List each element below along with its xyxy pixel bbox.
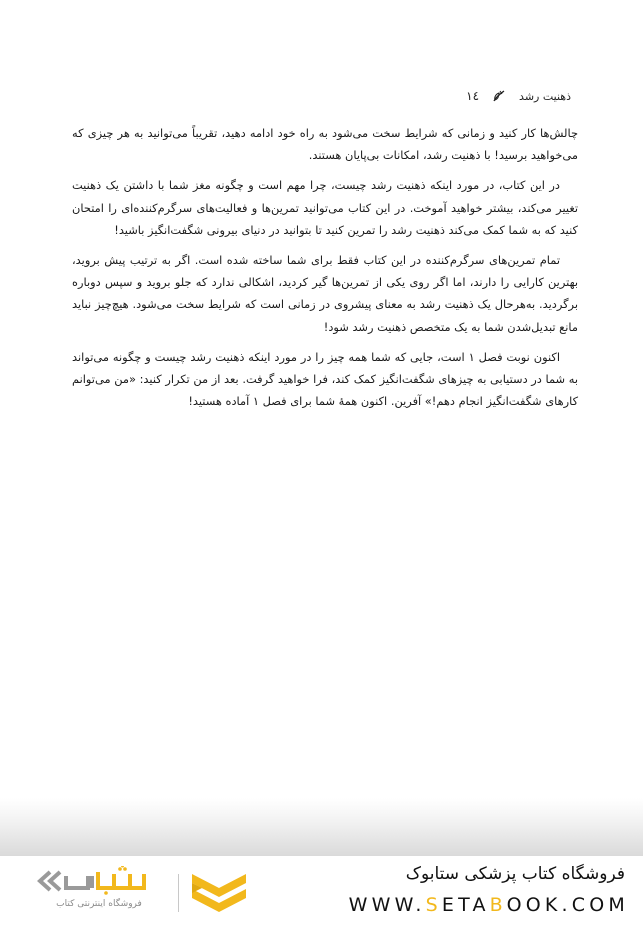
paragraph-3: تمام تمرین‌های سرگرم‌کننده در این کتاب فقط برای شما ساخته شده است. اگر به ترتیب پیش بروید، بهترین کارایی را دارند، اما اگر روی یکی از تمرین‌ها گیر کردید، اشکالی ندارد که جلو بروید و سپس دوباره برگردید. به‌هرحال یک ذهنیت رشد به معنای پیشروی در زمانی است که شرایط سخت می‌شود. هیچ‌چیز نباید مانع تبدیل‌شدن شما به یک متخصص ذهنیت رشد شود! xyxy=(72,253,578,334)
logo-chevron-icon xyxy=(190,870,248,916)
setabook-logo xyxy=(28,864,248,920)
logo-divider xyxy=(178,874,179,912)
running-head-title: ذهنیت رشد xyxy=(519,89,571,103)
logo-tagline: فروشگاه اینترنتی کتاب xyxy=(56,899,142,909)
watermark-footer xyxy=(0,856,643,926)
paragraph-4: اکنون نوبت فصل ۱ است، جایی که شما همه چیز را در مورد اینکه ذهنیت رشد چیست و چگونه می‌تواند به شما در دستیابی به چیزهای شگفت‌انگیز کمک کند، فرا خواهید گرفت. بعد از من تکرار کنید: «من می‌توانم کارهای شگفت‌انگیز انجام دهم!» آفرین. اکنون همهٔ شما برای فصل ۱ آماده هستید! xyxy=(72,349,578,409)
store-title: فروشگاه کتاب پزشکی ستابوک xyxy=(405,864,625,884)
leaf-ornament-icon xyxy=(491,88,507,104)
paragraph-1: چالش‌ها کار کنید و زمانی که شرایط سخت می‌شود به راه خود ادامه دهید، تقریباً می‌توانید به هر چیزی که می‌خواهید برسید! با ذهنیت رشد، امکانات بی‌پایان هستند. xyxy=(72,126,578,163)
body-text xyxy=(72,122,578,420)
page-shadow xyxy=(0,798,643,856)
paragraph-2: در این کتاب، در مورد اینکه ذهنیت رشد چیست، چرا مهم است و چگونه مغز شما با داشتن یک ذهنیت تغییر می‌کند، بیشتر خواهید آموخت. در این کتاب می‌توانید تمرین‌ها و فعالیت‌های سرگرم‌کننده‌ای را امتحان کنید که به شما کمک می‌کند ذهنیت رشد را تمرین کنید تا بتوانید در دنیای بیرونی شگفت‌انگیز باشید! xyxy=(72,178,578,237)
logo-wordmark-icon xyxy=(36,866,156,896)
running-head xyxy=(466,88,571,104)
page-number: ١٤ xyxy=(466,89,480,103)
store-url-link[interactable]: WWW.SETABOOK.COM xyxy=(348,894,629,916)
